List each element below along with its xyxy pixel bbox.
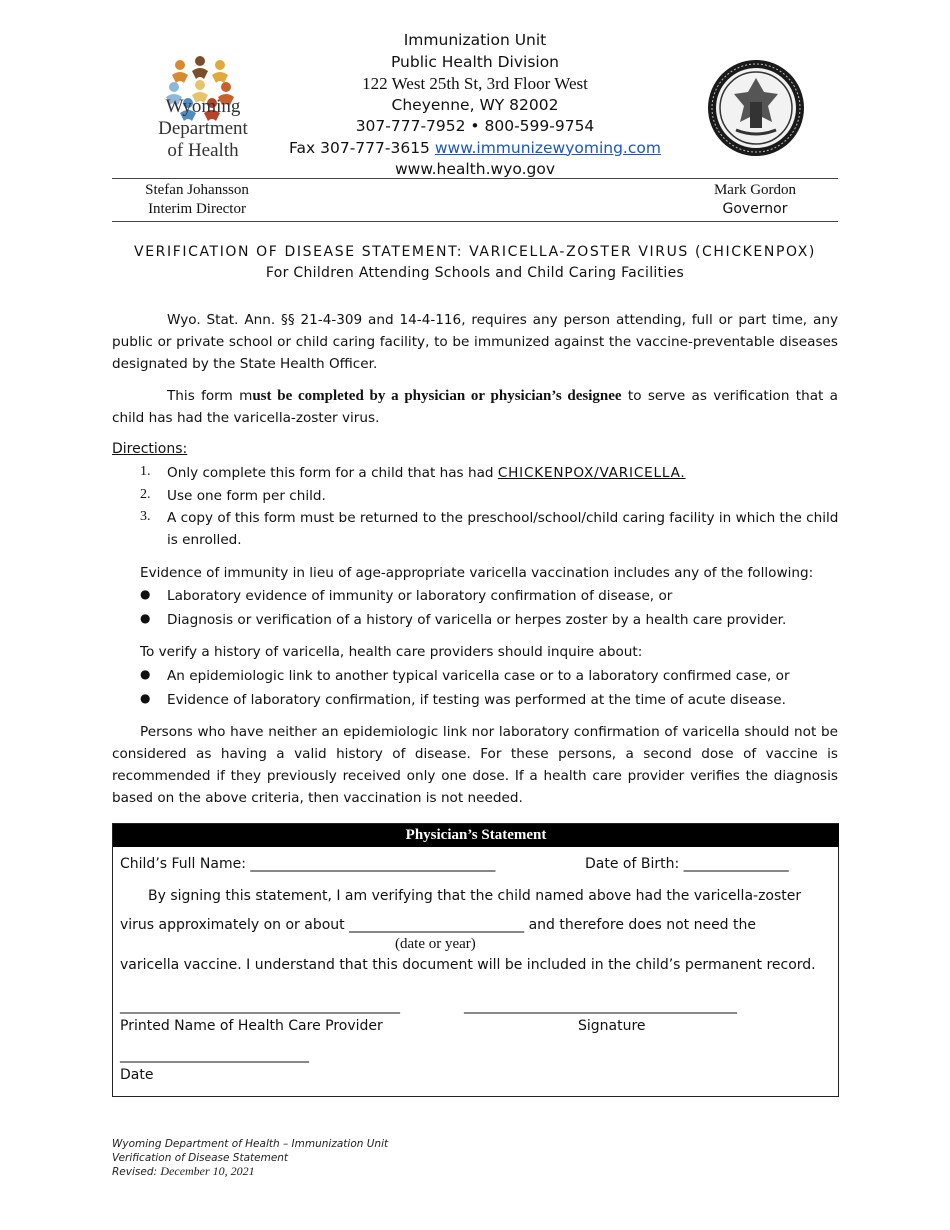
directions-heading: Directions: [112, 441, 188, 457]
evidence-item: Laboratory evidence of immunity or laboratory confirmation of disease, or [167, 588, 673, 604]
immunize-wyoming-link[interactable]: www.immunizewyoming.com [434, 138, 661, 157]
chickenpox-emphasis: CHICKENPOX/VARICELLA. [497, 465, 686, 481]
dob-label: Date of Birth: [585, 856, 680, 872]
wyoming-state-seal-icon [706, 58, 806, 158]
bullet-icon: ● [140, 587, 151, 601]
date-hint: (date or year) [395, 936, 476, 952]
child-name-field[interactable]: ___________________________________ [250, 856, 496, 872]
governor-block: Mark Gordon Governor [713, 182, 797, 217]
direction-number: 2. [140, 487, 151, 502]
director-block: Stefan Johansson Interim Director [145, 182, 249, 217]
bullet-icon: ● [140, 667, 151, 681]
direction-item: Only complete this form for a child that has had CHICKENPOX/VARICELLA. [167, 465, 686, 481]
signature-field[interactable]: _______________________________________ [464, 998, 737, 1014]
physician-statement-heading: Physician’s Statement [113, 824, 839, 847]
address-block [270, 30, 680, 181]
bullet-icon: ● [140, 611, 151, 625]
logo-wordmark: Wyoming Department of Health [158, 96, 248, 161]
direction-number: 1. [140, 464, 151, 479]
division-name: Public Health Division [390, 52, 560, 71]
provider-name-field[interactable]: ________________________________________ [120, 998, 400, 1014]
direction-item: Use one form per child. [167, 488, 326, 504]
statement-line-3: varicella vaccine. I understand that this document will be included in the child’s permanent record. [120, 957, 816, 973]
verify-item: Evidence of laboratory confirmation, if testing was performed at the time of acute disease. [167, 692, 786, 708]
city-address: Cheyenne, WY 82002 [391, 95, 559, 114]
date-field[interactable]: ___________________________ [120, 1047, 309, 1063]
dob-field[interactable]: _______________ [683, 856, 789, 872]
evidence-lead: Evidence of immunity in lieu of age-appropriate varicella vaccination includes any of the following: [140, 565, 814, 581]
fax-line: Fax 307-777-3615 www.immunizewyoming.com [289, 138, 661, 157]
footer: Wyoming Department of Health – Immunization Unit Verification of Disease Statement Revised: December 10, 2021 [112, 1138, 389, 1178]
page-title: VERIFICATION OF DISEASE STATEMENT: VARICELLA-ZOSTER VIRUS (CHICKENPOX) [134, 244, 816, 260]
child-name-row [120, 856, 495, 872]
signature-label: Signature [578, 1018, 646, 1034]
requirement-paragraph: This form must be completed by a physician or physician’s designee to serve as verification that a child has had the varicella-zoster virus. [112, 388, 839, 426]
unit-name: Immunization Unit [403, 31, 547, 49]
evidence-item: Diagnosis or verification of a history of varicella or herpes zoster by a health care provider. [167, 612, 787, 628]
header-divider-top [112, 178, 838, 179]
direction-number: 3. [140, 509, 151, 524]
dob-row [585, 856, 789, 872]
statute-paragraph: Wyo. Stat. Ann. §§ 21-4-309 and 14-4-116, requires any person attending, full or part time, any public or private school or child caring facility, to be immunized against the vaccine-preventable diseases designated by the State Health Officer. [112, 312, 838, 372]
varicella-date-field[interactable]: _________________________ [349, 917, 525, 933]
page-subtitle: For Children Attending Schools and Child Caring Facilities [265, 265, 685, 281]
phone-numbers: 307-777-7952 • 800-599-9754 [355, 117, 595, 135]
child-name-label: Child’s Full Name: [120, 856, 246, 872]
bullet-icon: ● [140, 691, 151, 705]
street-address: 122 West 25th St, 3rd Floor West [362, 74, 588, 93]
statement-line-1: By signing this statement, I am verifying that the child named above had the varicella-zoster [148, 888, 802, 904]
direction-item: A copy of this form must be returned to the preschool/school/child caring facility in which the child is enrolled. [167, 510, 839, 548]
statement-line-2: virus approximately on or about _________________________ and therefore does not need the [120, 917, 756, 933]
verify-item: An epidemiologic link to another typical varicella case or to a laboratory confirmed case, or [167, 668, 790, 684]
verify-lead: To verify a history of varicella, health care providers should inquire about: [140, 644, 643, 660]
closing-paragraph: Persons who have neither an epidemiologic link nor laboratory confirmation of varicella should not be considered as having a valid history of disease. For these persons, a second dose of vaccine is recommended if they previously received only one dose. If a health care provider verifies the diagnosis based on the above criteria, then vaccination is not needed. [112, 724, 838, 806]
website: www.health.wyo.gov [394, 160, 555, 178]
provider-name-label: Printed Name of Health Care Provider [120, 1018, 383, 1034]
date-label: Date [120, 1067, 154, 1083]
header-divider-bottom [112, 221, 838, 222]
